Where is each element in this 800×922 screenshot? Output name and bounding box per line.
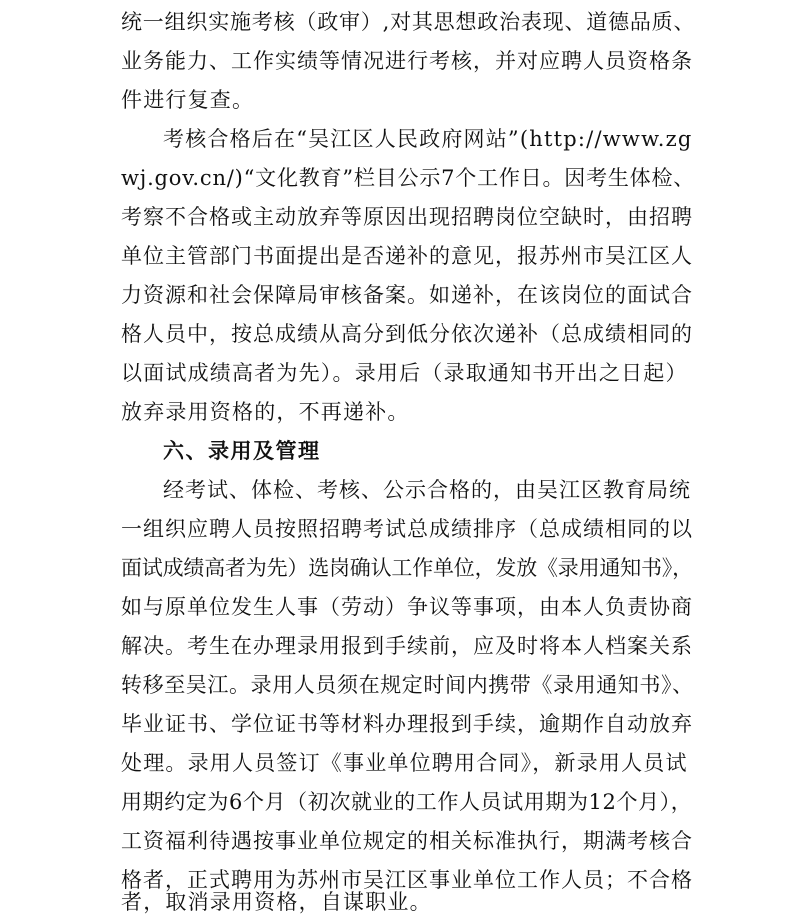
body-text-line: 格人员中，按总成绩从高分到低分依次递补（总成绩相同的	[121, 322, 693, 346]
body-text-line: 放弃录用资格的，不再递补。	[121, 400, 410, 424]
body-text-line: 者，取消录用资格，自谋职业。	[121, 890, 432, 914]
body-text-line: 用期约定为6个月（初次就业的工作人员试用期为12个月），	[121, 790, 693, 814]
body-text-line: 转移至吴江。录用人员须在规定时间内携带《录用通知书》、	[121, 673, 694, 697]
body-text-line: 如与原单位发生人事（劳动）争议等事项，由本人负责协商	[121, 595, 693, 619]
body-text-line: 力资源和社会保障局审核备案。如递补，在该岗位的面试合	[121, 283, 693, 307]
paragraph-first-line: 考核合格后在“吴江区人民政府网站”(http://www.zg	[163, 127, 693, 151]
body-text-line: 一组织应聘人员按照招聘考试总成绩排序（总成绩相同的以	[121, 517, 693, 541]
section-heading: 六、录用及管理	[163, 439, 321, 463]
body-text-line: 业务能力、工作实绩等情况进行考核，并对应聘人员资格条	[121, 49, 693, 73]
paragraph-first-line: 经考试、体检、考核、公示合格的，由吴江区教育局统	[163, 478, 691, 502]
body-text-line: 以面试成绩高者为先）。录用后（录取通知书开出之日起）	[121, 361, 688, 385]
body-text-line: 考察不合格或主动放弃等原因出现招聘岗位空缺时，由招聘	[121, 205, 693, 229]
body-text-line: wj.gov.cn/)“文化教育”栏目公示7个工作日。因考生体检、	[121, 166, 696, 190]
body-text-line: 统一组织实施考核（政审）,对其思想政治表现、道德品质、	[121, 10, 696, 34]
body-text-line: 格者，正式聘用为苏州市吴江区事业单位工作人员；不合格	[121, 868, 693, 892]
body-text-line: 面试成绩高者为先）选岗确认工作单位，发放《录用通知书》，	[121, 556, 693, 580]
body-text-line: 工资福利待遇按事业单位规定的相关标准执行，期满考核合	[121, 829, 693, 853]
body-text-line: 解决。考生在办理录用报到手续前，应及时将本人档案关系	[121, 634, 693, 658]
body-text-line: 毕业证书、学位证书等材料办理报到手续，逾期作自动放弃	[121, 712, 693, 736]
body-text-line: 单位主管部门书面提出是否递补的意见，报苏州市吴江区人	[121, 244, 693, 268]
body-text-line: 件进行复查。	[121, 88, 255, 112]
body-text-line: 处理。录用人员签订《事业单位聘用合同》，新录用人员试	[121, 751, 688, 775]
